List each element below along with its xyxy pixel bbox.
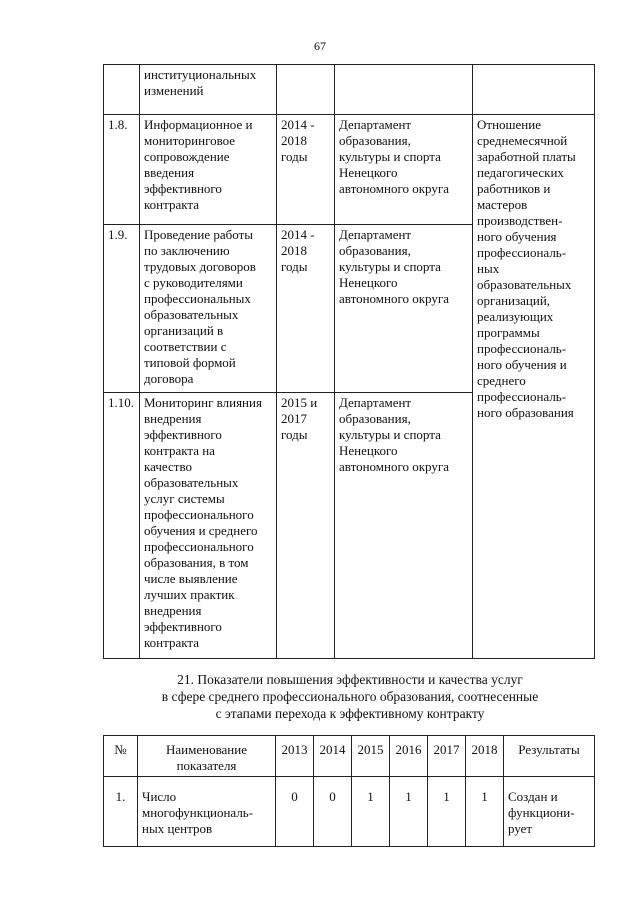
value-2017: 1 [428, 777, 466, 847]
header-year-2015: 2015 [352, 736, 390, 777]
header-year-2013: 2013 [276, 736, 314, 777]
activity-executor: Департамент образования, культуры и спорта Ненецкого автономного округа [335, 115, 473, 225]
table-row [104, 65, 595, 115]
header-results: Результаты [504, 736, 595, 777]
activity-indicator [473, 65, 595, 115]
value-2015: 1 [352, 777, 390, 847]
header-year-2018: 2018 [466, 736, 504, 777]
row-number: 1. [104, 777, 138, 847]
activity-name: институциональных изменений [140, 65, 277, 115]
activity-name: Проведение работы по заключению трудовых договоров с руководителями профессиональных образовательных организаций в соответствии с типовой формой договора [140, 225, 277, 393]
row-number: 1.10. [104, 393, 140, 659]
section-heading: 21. Показатели повышения эффективности и качества услуг в сфере среднего профессионального образования, соотнесенные с этапами перехода к эффективному контракту [161, 672, 539, 721]
table-row [104, 115, 595, 225]
result-text: Создан и функциони- рует [504, 777, 595, 847]
activities-table [103, 64, 595, 659]
header-year-2016: 2016 [390, 736, 428, 777]
table-row [104, 777, 595, 847]
header-year-2017: 2017 [428, 736, 466, 777]
indicators-table [103, 735, 595, 847]
activity-period: 2015 и 2017 годы [277, 393, 335, 659]
activity-period: 2014 - 2018 годы [277, 225, 335, 393]
activity-period: 2014 - 2018 годы [277, 115, 335, 225]
page-number: 67 [314, 39, 326, 53]
activity-name: Мониторинг влияния внедрения эффективного контракта на качество образовательных услуг системы профессионального обучения и среднего профессионального образования, в том числе выявление лучших практик внедрения эффективного контракта [140, 393, 277, 659]
indicator-name: Число многофункциональ- ных центров [138, 777, 276, 847]
header-number: № [104, 736, 138, 777]
value-2016: 1 [390, 777, 428, 847]
value-2014: 0 [314, 777, 352, 847]
table-header-row [104, 736, 595, 777]
header-year-2014: 2014 [314, 736, 352, 777]
activity-indicator: Отношение среднемесячной заработной платы педагогических работников и мастеров производствен- ного обучения профессиональ- ных образовательных организаций, реализующих программы профессиональ- ного обучения и среднего профессиональ- ного образования [473, 115, 595, 659]
row-number: 1.8. [104, 115, 140, 225]
value-2013: 0 [276, 777, 314, 847]
value-2018: 1 [466, 777, 504, 847]
activity-executor: Департамент образования, культуры и спорта Ненецкого автономного округа [335, 393, 473, 659]
row-number: 1.9. [104, 225, 140, 393]
activity-executor [335, 65, 473, 115]
activity-name: Информационное и мониторинговое сопровождение введения эффективного контракта [140, 115, 277, 225]
activity-period [277, 65, 335, 115]
activity-executor: Департамент образования, культуры и спорта Ненецкого автономного округа [335, 225, 473, 393]
header-name: Наименование показателя [138, 736, 276, 777]
row-number [104, 65, 140, 115]
